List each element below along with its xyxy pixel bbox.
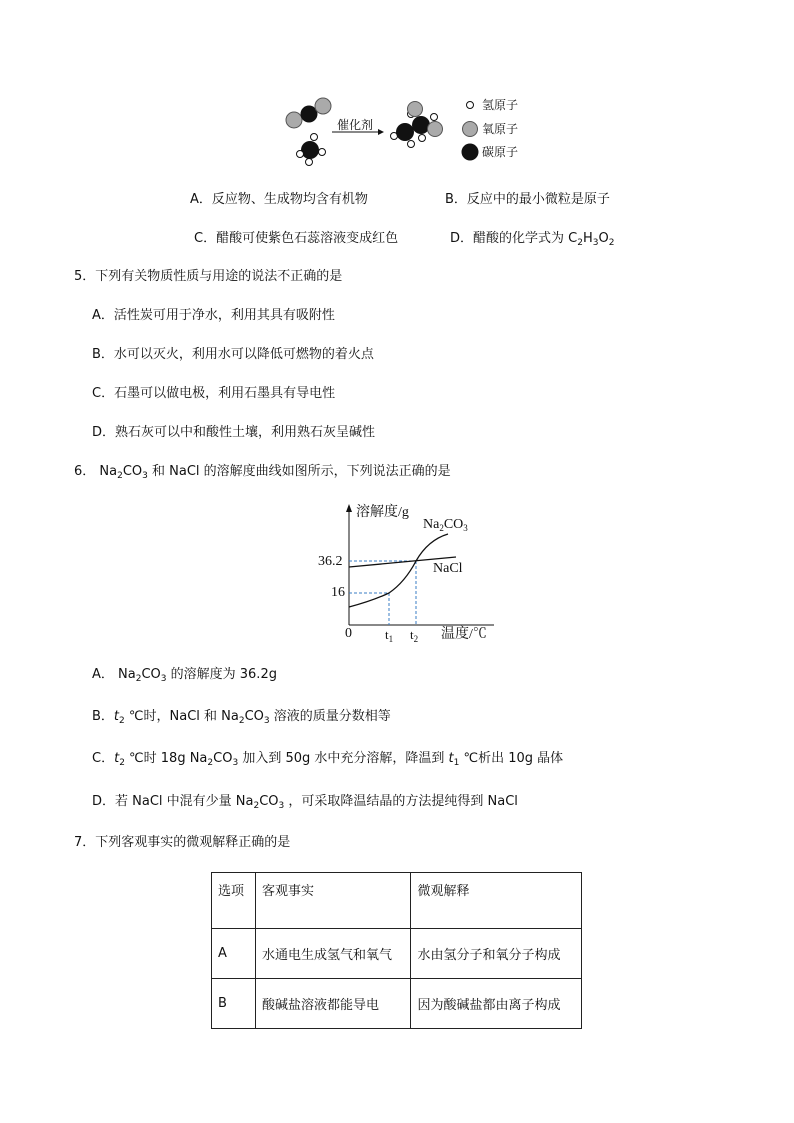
table-cell: 水由氢分子和氧分子构成 <box>411 929 582 979</box>
y-axis-arrow-icon <box>346 504 352 512</box>
hydrogen-atom-icon <box>408 141 415 148</box>
table-cell: B <box>212 979 256 1029</box>
carbon-atom-icon <box>301 141 319 159</box>
table-header-cell: 选项 <box>212 873 256 929</box>
q5-option-d: D．熟石灰可以中和酸性土壤，利用熟石灰呈碱性 <box>92 425 376 440</box>
q6-option-c: C．$t_2$ ℃时 18g $Na_2CO_3$ 加入到 50g 水中充分溶解，降温到 $t_1$ ℃析出 10g 晶体 <box>92 751 564 768</box>
legend-oxygen-icon <box>463 122 478 137</box>
carbon-atom-icon <box>396 123 414 141</box>
oxygen-atom-icon <box>286 112 302 128</box>
q5-option-a: A．活性炭可用于净水，利用其具有吸附性 <box>92 308 335 323</box>
legend-carbon-icon <box>462 144 479 161</box>
hydrogen-atom-icon <box>311 134 318 141</box>
q6-stem: 6． $Na_2CO_3$ 和 NaCl 的溶解度曲线如图所示，下列说法正确的是 <box>74 464 451 481</box>
oxygen-atom-icon <box>428 122 443 137</box>
table-cell: 因为酸碱盐都由离子构成 <box>411 979 582 1029</box>
facts-table <box>211 872 582 1029</box>
table-cell: A <box>212 929 256 979</box>
origin-label: 0 <box>345 626 352 641</box>
q4-option-d: D．醋酸的化学式为 $C_2H_3O_2$ <box>450 231 615 248</box>
legend-carbon-label: 碳原子 <box>482 145 519 159</box>
q4-option-c: C．醋酸可使紫色石蕊溶液变成红色 <box>194 231 399 246</box>
carbon-atom-icon <box>412 116 430 134</box>
legend-hydrogen-label: 氢原子 <box>482 98 519 112</box>
table-header-cell: 微观解释 <box>411 873 582 929</box>
q7-stem: 7．下列客观事实的微观解释正确的是 <box>74 835 291 850</box>
hydrogen-atom-icon <box>297 151 304 158</box>
legend-oxygen-label: 氧原子 <box>482 122 519 136</box>
q5-stem: 5．下列有关物质性质与用途的说法不正确的是 <box>74 269 343 284</box>
catalyst-label: 催化剂 <box>337 118 374 132</box>
q6-option-b: B．$t_2$ ℃时，NaCl 和 $Na_2CO_3$ 溶液的质量分数相等 <box>92 709 391 726</box>
chart-xlabel: 温度/℃ <box>441 627 487 642</box>
q5-option-c: C．石墨可以做电极，利用石墨具有导电性 <box>92 386 336 401</box>
tick-36-2: 36.2 <box>318 554 343 569</box>
table-cell: 酸碱盐溶液都能导电 <box>255 979 411 1029</box>
q6-option-d: D．若 NaCl 中混有少量 $Na_2CO_3$ ，可采取降温结晶的方法提纯得到 NaCl <box>92 794 518 811</box>
solubility-chart <box>300 498 510 648</box>
table-row <box>212 979 582 1029</box>
table-header-cell: 客观事实 <box>255 873 411 929</box>
series-nacl-label: NaCl <box>433 561 463 576</box>
q5-option-b: B．水可以灭火，利用水可以降低可燃物的着火点 <box>92 347 374 362</box>
table-row <box>212 929 582 979</box>
series-na2co3-label: $Na_2CO_3$ <box>423 517 468 533</box>
hydrogen-atom-icon <box>431 114 438 121</box>
hydrogen-atom-icon <box>306 159 313 166</box>
oxygen-atom-icon <box>408 102 423 117</box>
q6-option-a: A． $Na_2CO_3$ 的溶解度为 36.2g <box>92 667 277 684</box>
q4-option-a: A．反应物、生成物均含有机物 <box>190 192 368 207</box>
chart-ylabel: 溶解度/g <box>356 505 409 520</box>
table-header-row <box>212 873 582 929</box>
table-cell: 水通电生成氢气和氧气 <box>255 929 411 979</box>
tick-t2: $t_2$ <box>410 627 419 644</box>
oxygen-atom-icon <box>315 98 331 114</box>
arrow-head-icon <box>378 129 384 135</box>
q4-option-b: B．反应中的最小微粒是原子 <box>445 192 610 207</box>
hydrogen-atom-icon <box>319 149 326 156</box>
hydrogen-atom-icon <box>419 135 426 142</box>
tick-t1: $t_1$ <box>385 627 394 644</box>
tick-16: 16 <box>331 585 345 600</box>
legend-hydrogen-icon <box>467 102 474 109</box>
